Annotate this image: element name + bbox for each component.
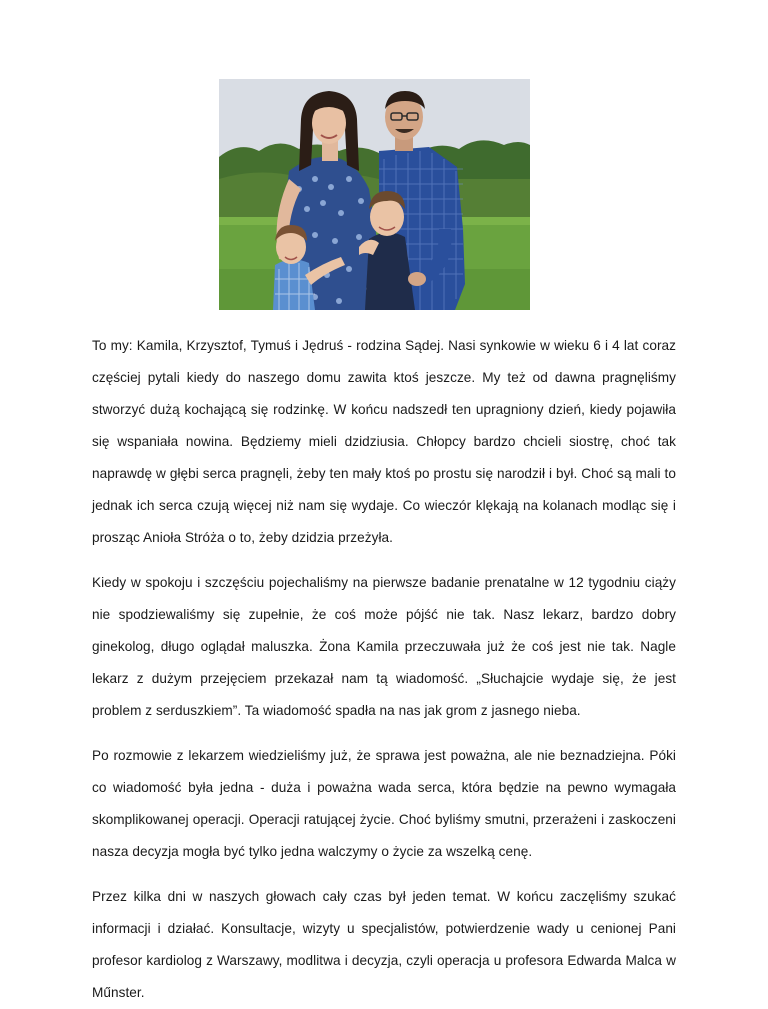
- paragraph: Kiedy w spokoju i szczęściu pojechaliśmy na pierwsze badanie prenatalne w 12 tygodniu ciąży nie spodziewaliśmy się zupełnie, że coś może pójść nie tak. Nasz lekarz, bardzo dobry ginekolog, długo oglądał maluszka. Żona Kamila przeczuwała już że coś jest nie tak. Nagle lekarz z dużym przejęciem przekazał nam tą wiadomość. „Słuchajcie wydaje się, że jest problem z serduszkiem”. Ta wiadomość spadła na nas jak grom z jasnego nieba.: [92, 575, 676, 718]
- paragraph: Po rozmowie z lekarzem wiedzieliśmy już, że sprawa jest poważna, ale nie beznadziejna. Póki co wiadomość była jedna - duża i poważna wada serca, która będzie na pewno wymagała skomplikowanej operacji. Operacji ratującej życie. Choć byliśmy smutni, przerażeni i zaskoczeni nasza decyzja mogła być tylko jedna walczymy o życie za wszelką cenę.: [92, 748, 676, 859]
- family-photo: [219, 79, 530, 310]
- article-body: [92, 330, 676, 1009]
- paragraph: To my: Kamila, Krzysztof, Tymuś i Jędruś - rodzina Sądej. Nasi synkowie w wieku 6 i 4 lat coraz częściej pytali kiedy do naszego domu zawita ktoś jeszcze. My też od dawna pragnęliśmy stworzyć dużą kochającą się rodzinkę. W końcu nadszedł ten upragniony dzień, kiedy pojawiła się wspaniała nowina. Będziemy mieli dzidziusia. Chłopcy bardzo chcieli siostrę, choć tak naprawdę w głębi serca pragnęli, żeby ten mały ktoś po prostu się narodził i był. Choć są mali to jednak ich serca czują więcej niż nam się wydaje. Co wieczór klękają na kolanach modląc się i prosząc Anioła Stróża o to, żeby dzidzia przeżyła.: [92, 338, 676, 545]
- paragraph: Przez kilka dni w naszych głowach cały czas był jeden temat. W końcu zaczęliśmy szukać informacji i działać. Konsultacje, wizyty u specjalistów, potwierdzenie wady u cenionej Pani profesor kardiolog z Warszawy, modlitwa i decyzja, czyli operacja u profesora Edwarda Malca w Műnster.: [92, 889, 676, 1000]
